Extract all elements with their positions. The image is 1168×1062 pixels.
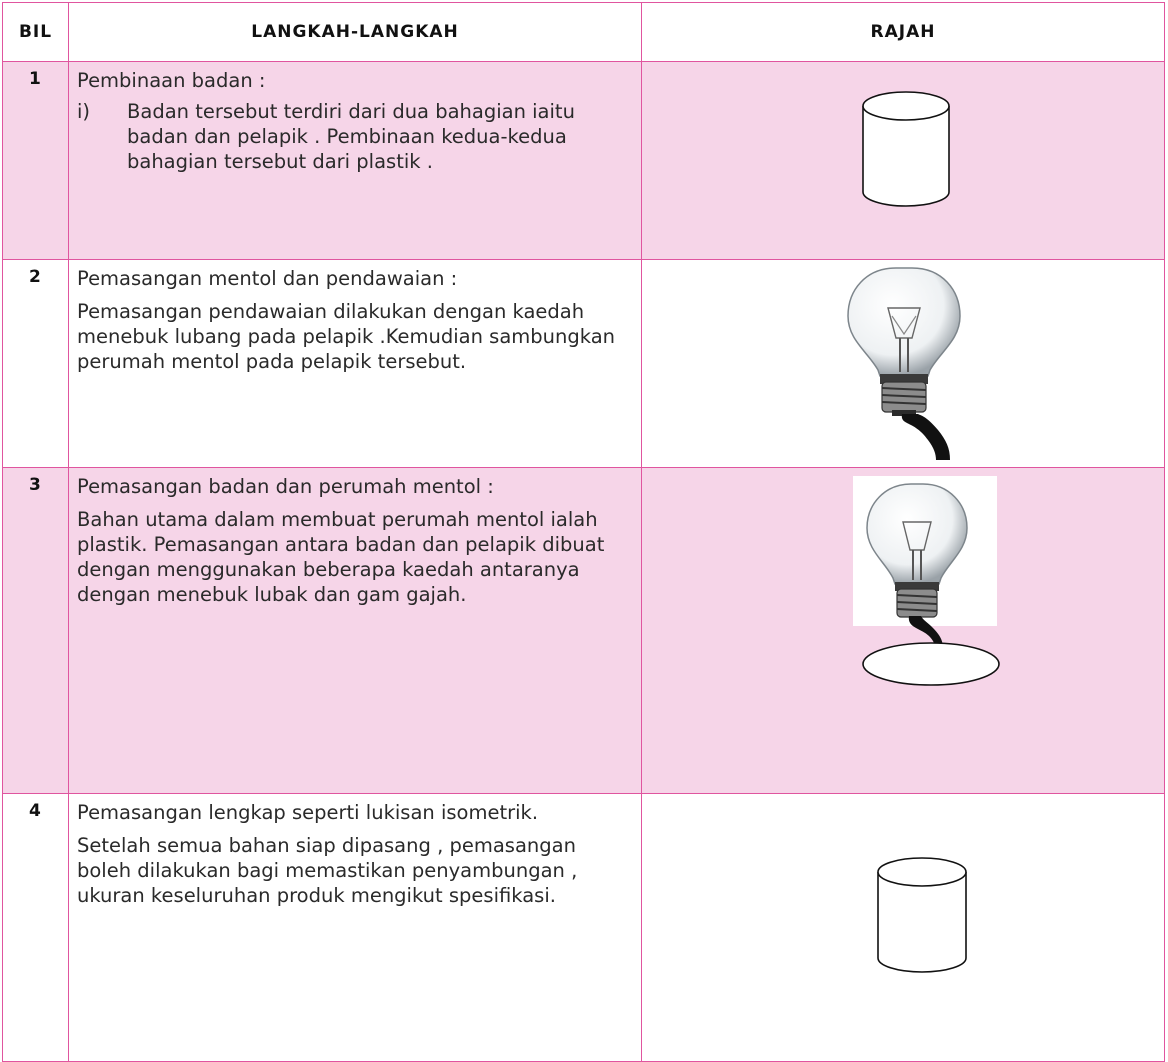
header-rajah: RAJAH <box>642 3 1165 62</box>
step-text <box>69 468 642 794</box>
step-title: Pembinaan badan : <box>77 69 266 92</box>
step-body: Setelah semua bahan siap dipasang , pemasangan boleh dilakukan bagi memastikan penyambungan , ukuran keseluruhan produk mengikut spesifikasi. <box>77 834 578 907</box>
light-bulb-on-base-icon <box>847 476 1007 688</box>
step-body: Pemasangan pendawaian dilakukan dengan kaedah menebuk lubang pada pelapik .Kemudian sambungkan perumah mentol pada pelapik tersebut. <box>77 300 616 373</box>
step-title: Pemasangan badan dan perumah mentol : <box>77 475 494 498</box>
step-text <box>69 62 642 260</box>
sub-item-label: i) <box>77 100 91 123</box>
step-figure <box>642 468 1165 794</box>
step-title: Pemasangan lengkap seperti lukisan isometrik. <box>77 801 539 824</box>
step-number: 1 <box>3 62 69 260</box>
step-row-2 <box>3 260 1165 468</box>
header-bil: BIL <box>3 3 69 62</box>
step-number: 3 <box>3 468 69 794</box>
step-body: Badan tersebut terdiri dari dua bahagian iaitu badan dan pelapik . Pembinaan kedua-kedua bahagian tersebut dari plastik . <box>127 100 575 173</box>
step-number: 4 <box>3 794 69 1062</box>
step-sub-item <box>77 99 633 174</box>
header-langkah: LANGKAH-LANGKAH <box>69 3 642 62</box>
step-body: Bahan utama dalam membuat perumah mentol ialah plastik. Pemasangan antara badan dan pelapik dibuat dengan menggunakan beberapa kaedah antaranya dengan menebuk lubak dan gam gajah. <box>77 508 605 606</box>
header-row <box>3 3 1165 62</box>
cylinder-icon <box>861 90 951 208</box>
light-bulb-with-wire-icon <box>842 264 972 462</box>
steps-table <box>2 2 1165 1062</box>
step-figure <box>642 62 1165 260</box>
step-text <box>69 794 642 1062</box>
step-row-3 <box>3 468 1165 794</box>
step-figure <box>642 260 1165 468</box>
step-row-1 <box>3 62 1165 260</box>
step-row-4 <box>3 794 1165 1062</box>
step-figure <box>642 794 1165 1062</box>
step-title: Pemasangan mentol dan pendawaian : <box>77 267 458 290</box>
step-number: 2 <box>3 260 69 468</box>
step-text <box>69 260 642 468</box>
cylinder-icon <box>876 856 968 974</box>
